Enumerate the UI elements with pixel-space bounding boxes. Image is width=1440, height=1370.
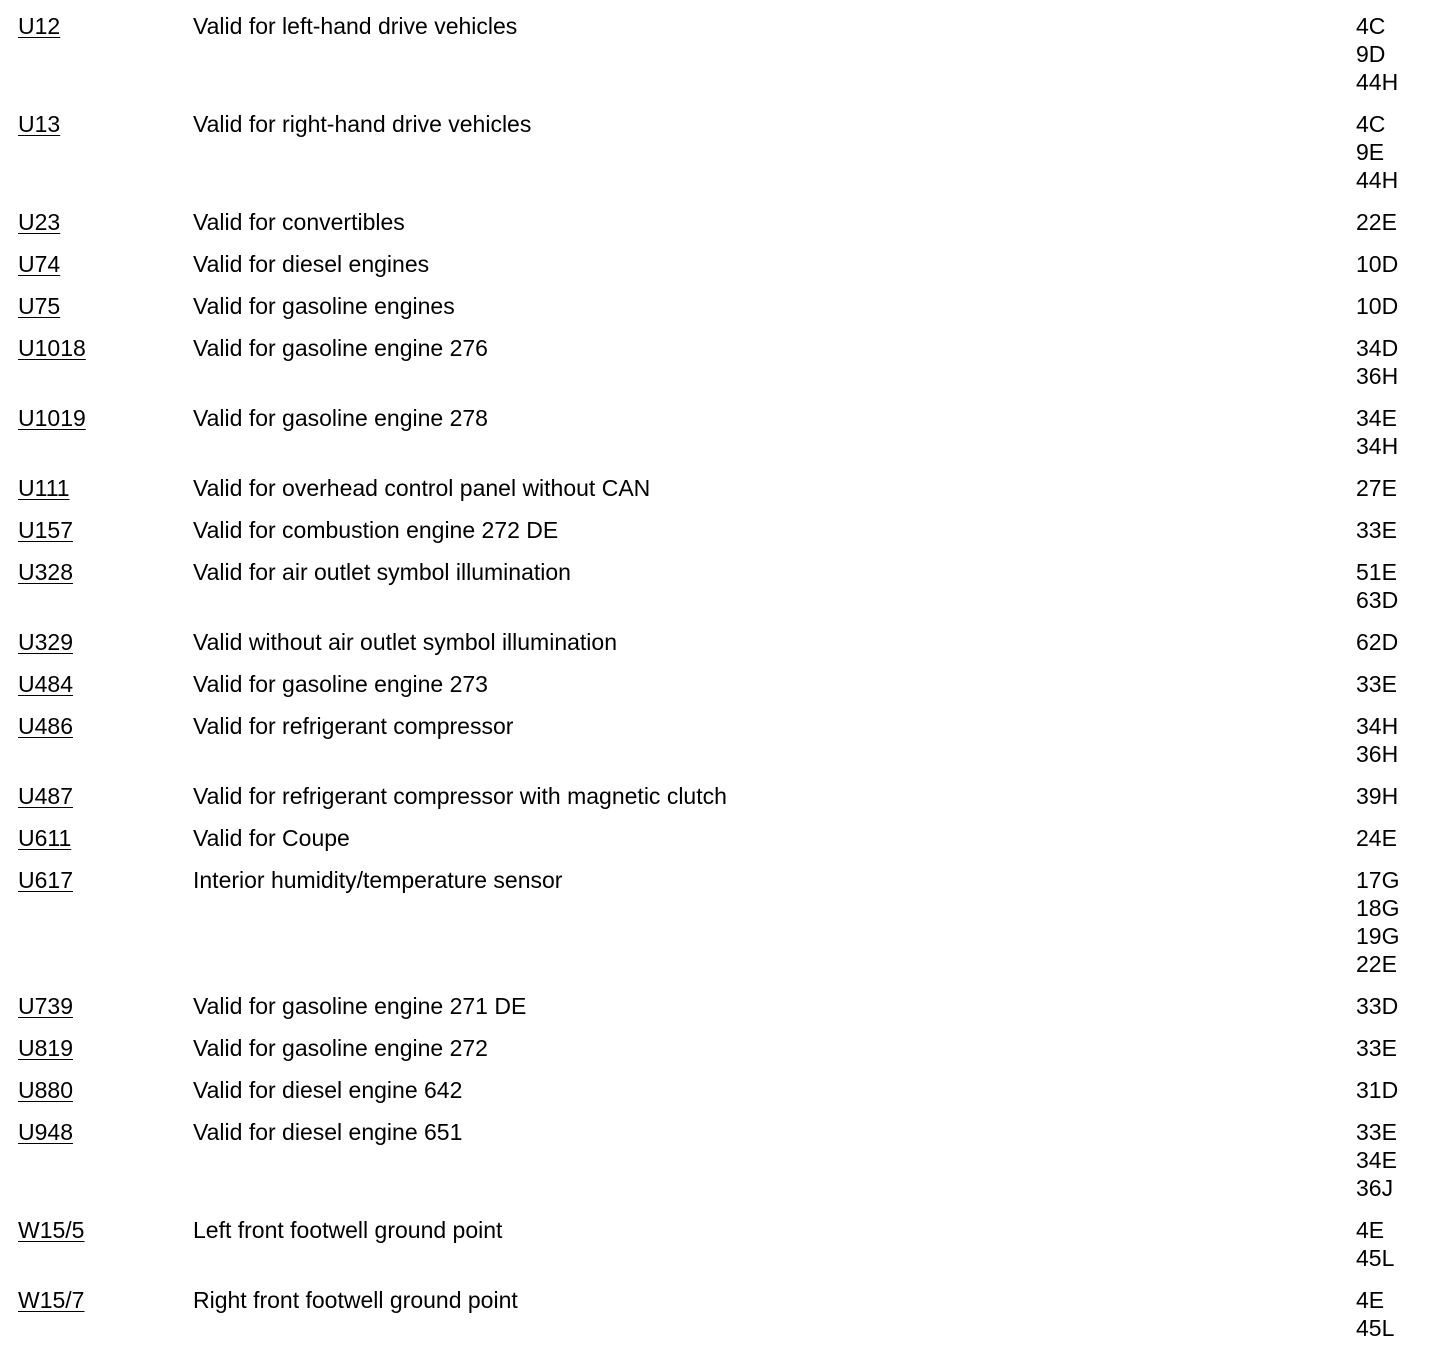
- legend-ref: 34H: [1356, 713, 1399, 739]
- legend-refs: [1356, 866, 1399, 978]
- legend-row: [18, 474, 1418, 502]
- legend-description: Valid for Coupe: [193, 825, 350, 851]
- legend-row: [18, 208, 1418, 236]
- legend-ref: 22E: [1356, 209, 1397, 235]
- legend-ref: 44H: [1356, 167, 1399, 193]
- legend-refs: [1356, 516, 1397, 544]
- legend-ref: 10D: [1356, 293, 1399, 319]
- legend-ref: 4E: [1356, 1287, 1385, 1313]
- legend-row: [18, 334, 1418, 390]
- legend-row: [18, 1216, 1418, 1272]
- legend-code-link[interactable]: U739: [18, 993, 73, 1019]
- legend-description: Valid for gasoline engine 276: [193, 335, 488, 361]
- legend-code-link[interactable]: U75: [18, 293, 61, 319]
- legend-refs: [1356, 1034, 1397, 1062]
- legend-row: [18, 292, 1418, 320]
- legend-ref: 10D: [1356, 251, 1399, 277]
- legend-code-link[interactable]: U611: [18, 825, 72, 851]
- legend-ref: 9E: [1356, 139, 1385, 165]
- legend-row: [18, 516, 1418, 544]
- legend-ref: 9D: [1356, 41, 1386, 67]
- legend-refs: [1356, 208, 1397, 236]
- legend-row: [18, 404, 1418, 460]
- legend-ref: 45L: [1356, 1245, 1395, 1271]
- legend-code-link[interactable]: U1018: [18, 335, 86, 361]
- legend-ref: 34H: [1356, 433, 1399, 459]
- legend-refs: [1356, 110, 1398, 194]
- legend-row: [18, 712, 1418, 768]
- legend-ref: 22E: [1356, 951, 1397, 977]
- legend-code-link[interactable]: U484: [18, 671, 73, 697]
- legend-description: Valid without air outlet symbol illumination: [193, 629, 617, 655]
- legend-code-link[interactable]: U819: [18, 1035, 73, 1061]
- legend-code-link[interactable]: U328: [18, 559, 73, 585]
- legend-code-link[interactable]: U486: [18, 713, 73, 739]
- legend-refs: [1356, 712, 1398, 768]
- legend-refs: [1356, 628, 1398, 656]
- legend-ref: 33E: [1356, 671, 1397, 697]
- legend-ref: 18G: [1356, 895, 1400, 921]
- legend-ref: 31D: [1356, 1077, 1399, 1103]
- legend-ref: 36J: [1356, 1175, 1394, 1201]
- legend-code-link[interactable]: U617: [18, 867, 73, 893]
- legend-row: [18, 12, 1418, 96]
- legend-refs: [1356, 558, 1398, 614]
- legend-ref: 33D: [1356, 993, 1399, 1019]
- legend-description: Valid for gasoline engine 273: [193, 671, 488, 697]
- legend-ref: 63D: [1356, 587, 1399, 613]
- legend-ref: 33E: [1356, 1035, 1397, 1061]
- legend-ref: 36H: [1356, 363, 1399, 389]
- legend-refs: [1356, 1286, 1394, 1342]
- legend-code-link[interactable]: U74: [18, 251, 61, 277]
- legend-refs: [1356, 824, 1397, 852]
- legend-description: Valid for diesel engine 642: [193, 1077, 463, 1103]
- legend-code-link[interactable]: W15/7: [18, 1287, 85, 1313]
- legend-description: Valid for refrigerant compressor: [193, 713, 514, 739]
- legend-ref: 51E: [1356, 559, 1397, 585]
- legend-description: Interior humidity/temperature sensor: [193, 867, 563, 893]
- legend-refs: [1356, 334, 1398, 390]
- legend-code-link[interactable]: U12: [18, 13, 61, 39]
- legend-ref: 24E: [1356, 825, 1397, 851]
- legend-code-link[interactable]: U111: [18, 475, 70, 501]
- legend-row: [18, 558, 1418, 614]
- legend-ref: 4E: [1356, 1217, 1385, 1243]
- legend-row: [18, 670, 1418, 698]
- legend-refs: [1356, 670, 1397, 698]
- legend-code-link[interactable]: U329: [18, 629, 73, 655]
- legend-refs: [1356, 292, 1398, 320]
- legend-ref: 34E: [1356, 1147, 1397, 1173]
- legend-table: [18, 12, 1418, 1342]
- legend-row: [18, 1286, 1418, 1342]
- legend-refs: [1356, 992, 1398, 1020]
- legend-refs: [1356, 782, 1398, 810]
- legend-refs: [1356, 474, 1397, 502]
- legend-code-link[interactable]: U487: [18, 783, 73, 809]
- legend-code-link[interactable]: U13: [18, 111, 61, 137]
- legend-code-link[interactable]: U948: [18, 1119, 73, 1145]
- legend-description: Valid for gasoline engine 272: [193, 1035, 488, 1061]
- legend-description: Valid for convertibles: [193, 209, 405, 235]
- legend-code-link[interactable]: U880: [18, 1077, 73, 1103]
- legend-code-link[interactable]: W15/5: [18, 1217, 85, 1243]
- legend-row: [18, 110, 1418, 194]
- legend-description: Valid for diesel engines: [193, 251, 430, 277]
- legend-description: Left front footwell ground point: [193, 1217, 503, 1243]
- legend-refs: [1356, 250, 1398, 278]
- legend-code-link[interactable]: U23: [18, 209, 61, 235]
- legend-description: Valid for gasoline engine 271 DE: [193, 993, 527, 1019]
- legend-ref: 39H: [1356, 783, 1399, 809]
- legend-refs: [1356, 1118, 1397, 1202]
- legend-ref: 4C: [1356, 111, 1386, 137]
- legend-row: [18, 1034, 1418, 1062]
- legend-refs: [1356, 12, 1398, 96]
- legend-row: [18, 782, 1418, 810]
- legend-description: Valid for right-hand drive vehicles: [193, 111, 532, 137]
- legend-description: Valid for air outlet symbol illumination: [193, 559, 571, 585]
- legend-description: Valid for diesel engine 651: [193, 1119, 463, 1145]
- legend-description: Valid for gasoline engines: [193, 293, 455, 319]
- legend-row: [18, 824, 1418, 852]
- legend-ref: 45L: [1356, 1315, 1395, 1341]
- legend-ref: 36H: [1356, 741, 1399, 767]
- legend-refs: [1356, 404, 1398, 460]
- legend-row: [18, 1118, 1418, 1202]
- legend-code-link[interactable]: U1019: [18, 405, 86, 431]
- legend-description: Valid for overhead control panel without CAN: [193, 475, 651, 501]
- legend-refs: [1356, 1076, 1398, 1104]
- legend-description: Valid for combustion engine 272 DE: [193, 517, 559, 543]
- legend-description: Valid for left-hand drive vehicles: [193, 13, 518, 39]
- legend-description: Valid for refrigerant compressor with magnetic clutch: [193, 783, 727, 809]
- legend-refs: [1356, 1216, 1394, 1272]
- legend-ref: 4C: [1356, 13, 1386, 39]
- legend-ref: 33E: [1356, 517, 1397, 543]
- legend-description: Right front footwell ground point: [193, 1287, 518, 1313]
- legend-ref: 34D: [1356, 335, 1399, 361]
- legend-row: [18, 992, 1418, 1020]
- legend-ref: 27E: [1356, 475, 1397, 501]
- legend-row: [18, 250, 1418, 278]
- legend-code-link[interactable]: U157: [18, 517, 73, 543]
- legend-ref: 33E: [1356, 1119, 1397, 1145]
- legend-row: [18, 1076, 1418, 1104]
- legend-ref: 19G: [1356, 923, 1400, 949]
- legend-row: [18, 628, 1418, 656]
- legend-description: Valid for gasoline engine 278: [193, 405, 488, 431]
- legend-ref: 34E: [1356, 405, 1397, 431]
- legend-ref: 44H: [1356, 69, 1399, 95]
- legend-ref: 17G: [1356, 867, 1400, 893]
- legend-row: [18, 866, 1418, 978]
- legend-ref: 62D: [1356, 629, 1399, 655]
